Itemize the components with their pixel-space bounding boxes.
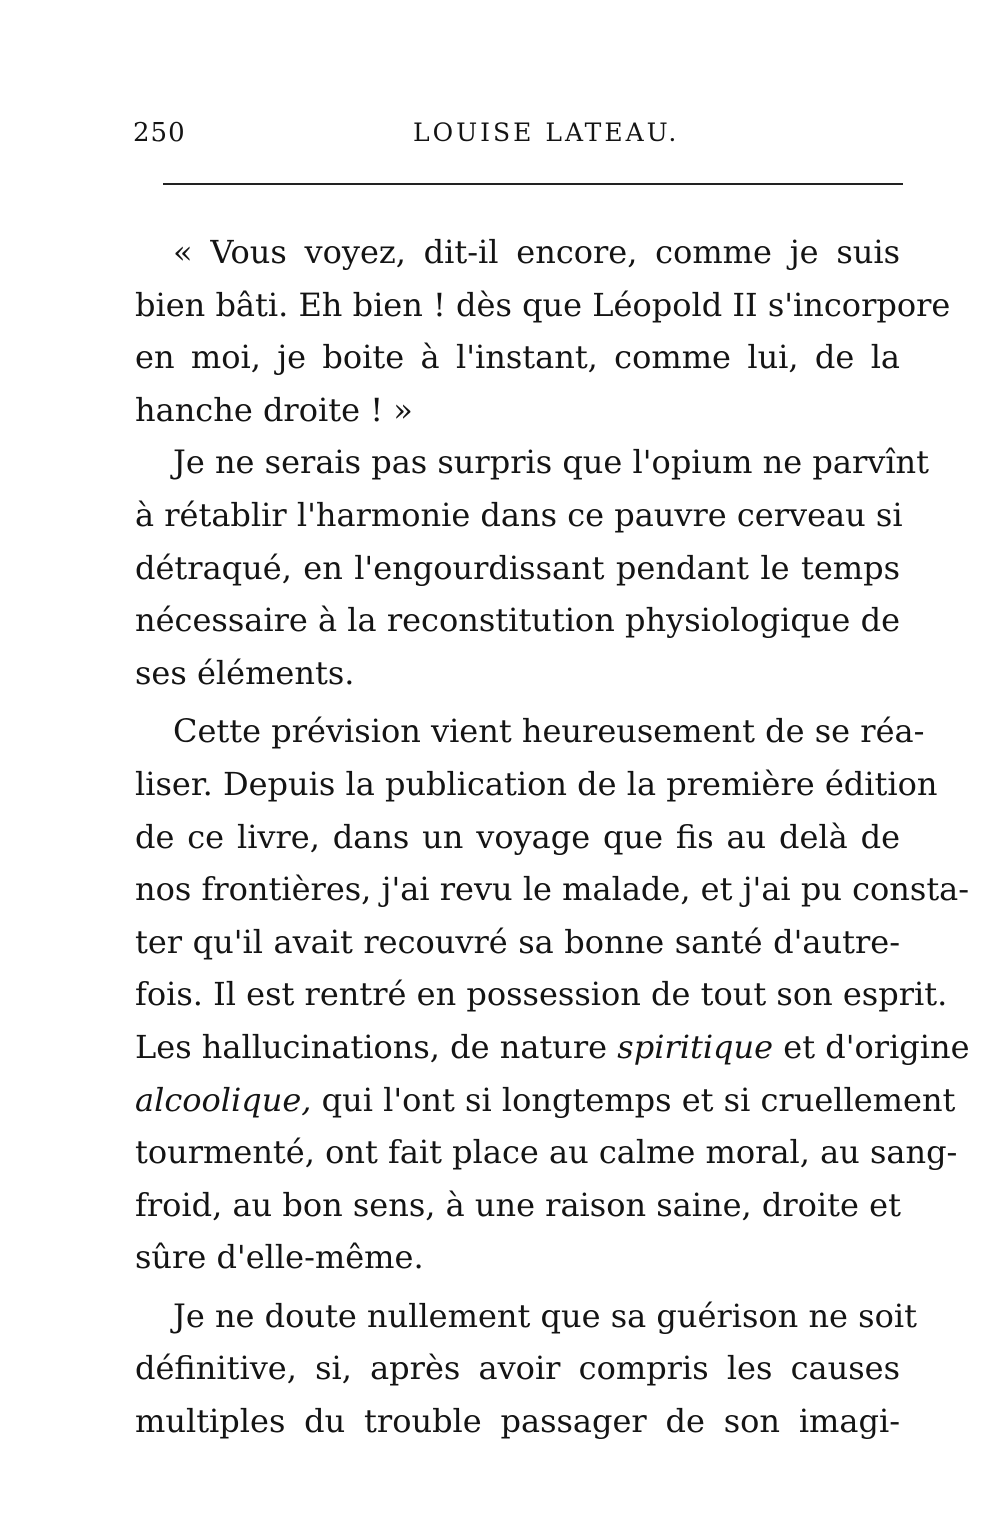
- text-line: Cette prévision vient heureusement de se réa-: [173, 712, 925, 751]
- text-line: liser. Depuis la publication de la première édition: [135, 764, 938, 803]
- text-line: Je ne doute nullement que sa guérison ne soit: [173, 1296, 917, 1335]
- text-segment: Les hallucinations, de nature: [135, 1027, 608, 1066]
- text-line: détraqué, en l'engourdissant pendant le temps: [135, 548, 900, 587]
- running-title: LOUISE LATEAU.: [413, 118, 680, 147]
- text-line: [135, 1021, 970, 1074]
- italic-word: alcoolique,: [135, 1080, 312, 1119]
- text-segment: et d'origine: [783, 1027, 970, 1066]
- text-line: tourmenté, ont fait place au calme moral, au sang-: [135, 1133, 958, 1172]
- text-line: fois. Il est rentré en possession de tout son esprit.: [135, 975, 948, 1014]
- text-line: froid, au bon sens, à une raison saine, droite et: [135, 1185, 901, 1224]
- text-line: multiples du trouble passager de son imagi-: [135, 1402, 900, 1441]
- text-line: de ce livre, dans un voyage que fis au delà de: [135, 817, 900, 856]
- text-line: à rétablir l'harmonie dans ce pauvre cerveau si: [135, 495, 903, 534]
- text-line: nos frontières, j'ai revu le malade, et j'ai pu consta-: [135, 870, 970, 909]
- text-line: ses éléments.: [135, 653, 355, 692]
- text-line: Je ne serais pas surpris que l'opium ne parvînt: [173, 443, 930, 482]
- italic-word: spiritique: [617, 1027, 774, 1066]
- text-line: en moi, je boite à l'instant, comme lui, de la: [135, 338, 900, 377]
- text-line: « Vous voyez, dit-il encore, comme je suis: [173, 233, 900, 271]
- page-number: 250: [133, 118, 186, 148]
- header-rule: [163, 183, 903, 185]
- text-line: nécessaire à la reconstitution physiologique de: [135, 601, 900, 640]
- text-line: hanche droite ! »: [135, 390, 413, 429]
- running-head: [133, 118, 903, 154]
- text-line: sûre d'elle-même.: [135, 1238, 424, 1277]
- text-line: bien bâti. Eh bien ! dès que Léopold II s'incorpore: [135, 285, 951, 324]
- text-line: ter qu'il avait recouvré sa bonne santé d'autre-: [135, 922, 900, 961]
- text-segment: qui l'ont si longtemps et si cruellement: [321, 1080, 956, 1119]
- body-text: [135, 226, 970, 1448]
- text-line: [135, 1074, 956, 1127]
- text-line: définitive, si, après avoir compris les causes: [135, 1349, 900, 1388]
